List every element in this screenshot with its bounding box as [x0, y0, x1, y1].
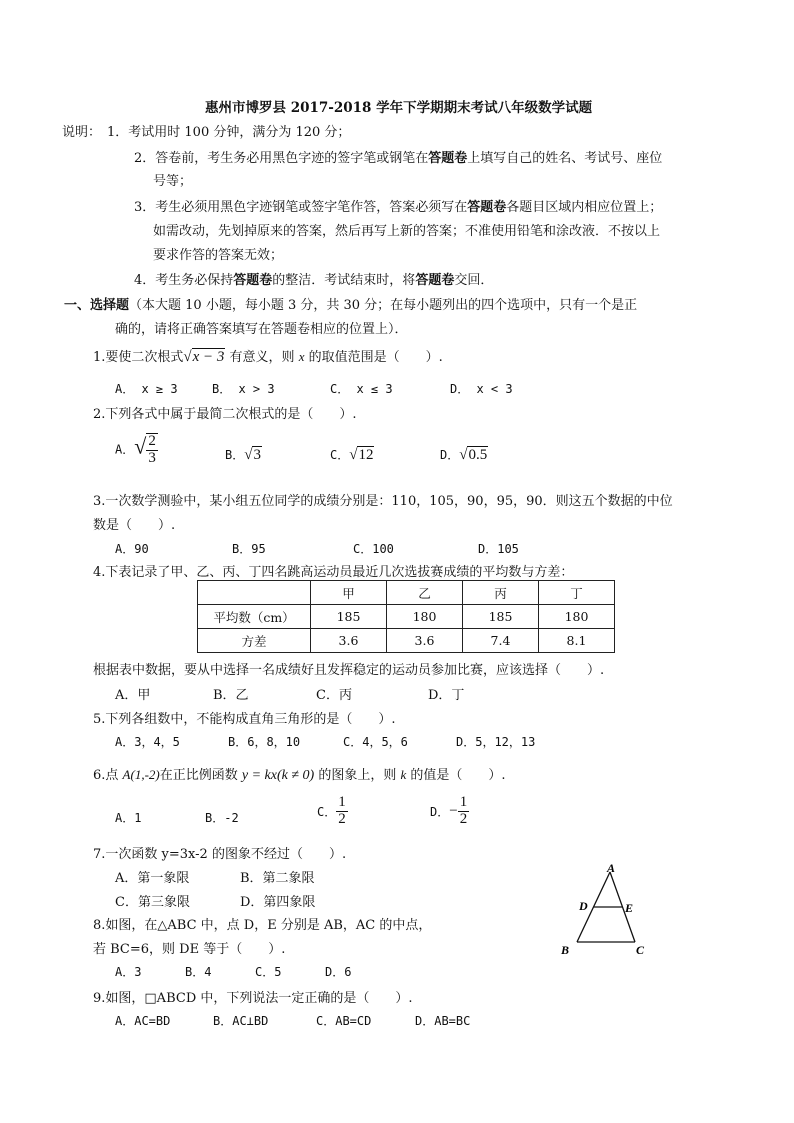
instruction-1: 1．考试用时 100 分钟，满分为 120 分； — [107, 125, 351, 140]
q2-c-rad: 12 — [358, 447, 374, 463]
instruction-2 — [134, 147, 662, 166]
q8-option-a: A．3 — [115, 965, 142, 979]
table-row — [198, 629, 615, 653]
q7-option-b: B．第二象限 — [240, 871, 315, 886]
q6-function: y = kx(k ≠ 0) — [241, 768, 315, 783]
q2-a-den: 3 — [148, 449, 156, 466]
table-cell: 185 — [311, 605, 387, 629]
table-cell: 185 — [463, 605, 539, 629]
q3-option-a: A．90 — [115, 542, 149, 556]
q2-a-num: 2 — [148, 433, 156, 449]
q1-option-a: A． x ≥ 3 — [115, 382, 178, 396]
table-header-cell: 甲 — [311, 581, 387, 605]
q6-d-frac — [458, 795, 470, 828]
q3-option-c: C．100 — [353, 542, 394, 556]
q2-b-label: B． — [225, 448, 245, 462]
q6-point: A(1,-2) — [122, 767, 160, 782]
page-title: 惠州市博罗县 2017-2018 学年下学期期末考试八年级数学试题 — [205, 100, 593, 116]
q1-radicand: x − 3 — [192, 349, 225, 365]
q6-option-a: A．1 — [115, 811, 142, 825]
section-desc-1: （本大题 10 小题，每小题 3 分，共 30 分；在每小题列出的四个选项中，只有一个是正 — [129, 298, 638, 313]
instruction-4-text3: 交回． — [454, 273, 494, 288]
section-desc-2: 确的，请将正确答案填写在答题卷相应的位置上）． — [115, 322, 408, 337]
q2-b-radical: √3 — [244, 447, 261, 463]
q4-option-c: C．丙 — [316, 688, 352, 703]
q6-option-d — [430, 795, 469, 828]
q1-option-d: D． x < 3 — [450, 382, 513, 396]
table-cell — [198, 581, 311, 605]
question-3-line2: 数是（ ）. — [93, 518, 176, 533]
q5-option-c: C．4，5，6 — [343, 735, 408, 749]
table-cell: 180 — [387, 605, 463, 629]
q6-end: 的值是（ ）. — [406, 768, 506, 783]
q9-option-b: B．AC⊥BD — [213, 1014, 269, 1028]
instruction-2-text2: 上填写自己的姓名、考试号、座位 — [467, 151, 663, 166]
q6-c-num: 1 — [338, 794, 346, 810]
q2-d-rad: 0.5 — [468, 447, 488, 463]
label-b: B — [561, 943, 570, 957]
q2-c-radical: √12 — [349, 447, 374, 463]
table-cell: 3.6 — [387, 629, 463, 653]
instruction-3 — [134, 196, 662, 215]
q1-var: x — [298, 349, 305, 364]
table-row — [198, 605, 615, 629]
q1-option-b: B． x > 3 — [212, 382, 275, 396]
q6-d-sign: − — [449, 802, 458, 819]
instruction-2-text: 2．答卷前，考生务必用黑色字迹的签字笔或钢笔在 — [134, 151, 429, 166]
q6-k: k — [400, 767, 407, 782]
table-header-cell: 丁 — [539, 581, 615, 605]
q8-option-b: B．4 — [185, 965, 212, 979]
q6-option-b: B．-2 — [205, 811, 239, 825]
instruction-4-bold: 答题卷 — [233, 273, 273, 288]
q1-option-c: C． x ≤ 3 — [330, 382, 393, 396]
instruction-3-cont2: 要求作答的答案无效； — [153, 248, 284, 263]
q1-radical: √x − 3 — [183, 349, 225, 365]
table-header-row — [198, 581, 615, 605]
q4-option-b: B．乙 — [213, 688, 249, 703]
question-2: 2.下列各式中属于最简二次根式的是（ ）. — [93, 407, 357, 422]
instruction-4-text2: 的整洁．考试结束时，将 — [272, 273, 416, 288]
q3-option-b: B．95 — [232, 542, 266, 556]
q2-option-a — [115, 433, 158, 467]
q2-a-label: A． — [115, 442, 135, 457]
instruction-3-text: 3．考生必须用黑色字迹钢笔或签字笔作答，答案必须写在 — [134, 200, 468, 215]
q2-d-radical: √0.5 — [459, 447, 488, 463]
instruction-2-cont: 号等； — [153, 174, 193, 189]
table-cell: 7.4 — [463, 629, 539, 653]
q2-option-c — [330, 446, 374, 464]
instructions-label: 说明： — [62, 125, 102, 140]
instruction-4-bold2: 答题卷 — [415, 273, 455, 288]
instruction-2-bold: 答题卷 — [428, 151, 468, 166]
label-e: E — [625, 901, 634, 915]
table-cell: 180 — [539, 605, 615, 629]
question-5: 5.下列各组数中，不能构成直角三角形的是（ ）. — [93, 712, 396, 727]
table-cell: 8.1 — [539, 629, 615, 653]
question-6 — [93, 764, 506, 784]
q7-option-a: A．第一象限 — [115, 871, 190, 886]
table-row-label: 方差 — [198, 629, 311, 653]
question-1 — [93, 346, 443, 366]
q7-option-d: D．第四象限 — [240, 895, 316, 910]
q6-d-den: 2 — [459, 810, 468, 827]
question-3-line1: 3.一次数学测验中，某小组五位同学的成绩分别是：110，105，90，95，90．则这五个数据的中位 — [93, 494, 673, 509]
table-row-label: 平均数（cm） — [198, 605, 311, 629]
instruction-3-text2: 各题目区域内相应位置上； — [506, 200, 663, 215]
q2-c-label: C． — [330, 448, 350, 462]
question-7: 7.一次函数 y=3x-2 的图象不经过（ ）. — [93, 847, 347, 862]
label-a: A — [607, 862, 616, 875]
q2-a-radical: √ — [134, 433, 147, 459]
q8-option-c: C．5 — [255, 965, 282, 979]
instruction-3-cont1: 如需改动，先划掉原来的答案，然后再写上新的答案；不准使用铅笔和涂改液．不按以上 — [153, 224, 661, 239]
q5-option-b: B．6，8，10 — [228, 735, 301, 749]
table-header-cell: 乙 — [387, 581, 463, 605]
q2-d-label: D． — [440, 448, 460, 462]
section-title: 一、选择题 — [64, 298, 130, 313]
q2-b-rad: 3 — [253, 447, 261, 463]
instruction-4 — [134, 269, 493, 288]
q2-option-b — [225, 446, 262, 464]
q1-post: 的取值范围是（ ）. — [304, 350, 443, 365]
q2-option-d — [440, 446, 488, 464]
q7-option-c: C．第三象限 — [115, 895, 190, 910]
q6-c-den: 2 — [338, 810, 346, 827]
q9-option-d: D．AB=BC — [415, 1014, 471, 1028]
q8-option-d: D．6 — [325, 965, 352, 979]
question-9: 9.如图，□ABCD 中，下列说法一定正确的是（ ）. — [93, 991, 413, 1006]
q2-a-frac — [146, 433, 158, 467]
label-c: C — [636, 943, 645, 957]
q4-option-a: A．甲 — [115, 688, 151, 703]
question-8-line1: 8.如图，在△ABC 中，点 D，E 分别是 AB，AC 的中点， — [93, 918, 432, 933]
q6-d-num: 1 — [459, 794, 468, 810]
q1-pre: 1.要使二次根式 — [93, 350, 184, 365]
question-4-follow: 根据表中数据，要从中选择一名成绩好且发挥稳定的运动员参加比赛，应该选择（ ）. — [93, 663, 605, 678]
question-4: 4.下表记录了甲、乙、丙、丁四名跳高运动员最近几次选拔赛成绩的平均数与方差： — [93, 565, 574, 580]
triangle-figure — [555, 862, 655, 962]
score-table — [197, 580, 615, 653]
q4-option-d: D．丁 — [428, 688, 465, 703]
q5-option-d: D．5，12，13 — [456, 735, 536, 749]
q6-option-c — [317, 795, 348, 828]
q6-mid: 在正比例函数 — [159, 768, 242, 783]
table-cell: 3.6 — [311, 629, 387, 653]
q9-option-c: C．AB=CD — [316, 1014, 372, 1028]
q5-option-a: A．3，4，5 — [115, 735, 180, 749]
section-heading — [64, 294, 637, 313]
q3-option-d: D．105 — [478, 542, 519, 556]
q6-pre: 6.点 — [93, 768, 123, 783]
label-d: D — [579, 899, 588, 913]
question-8-line2: 若 BC=6，则 DE 等于（ ）. — [93, 942, 286, 957]
q6-d-label: D． — [430, 804, 450, 819]
instruction-3-bold: 答题卷 — [467, 200, 507, 215]
instruction-4-text: 4．考生务必保持 — [134, 273, 234, 288]
q6-post: 的图象上，则 — [314, 768, 401, 783]
q6-c-label: C． — [317, 804, 337, 819]
table-header-cell: 丙 — [463, 581, 539, 605]
q1-mid: 有意义，则 — [225, 350, 299, 365]
q6-c-frac — [336, 795, 348, 828]
q9-option-a: A．AC=BD — [115, 1014, 171, 1028]
